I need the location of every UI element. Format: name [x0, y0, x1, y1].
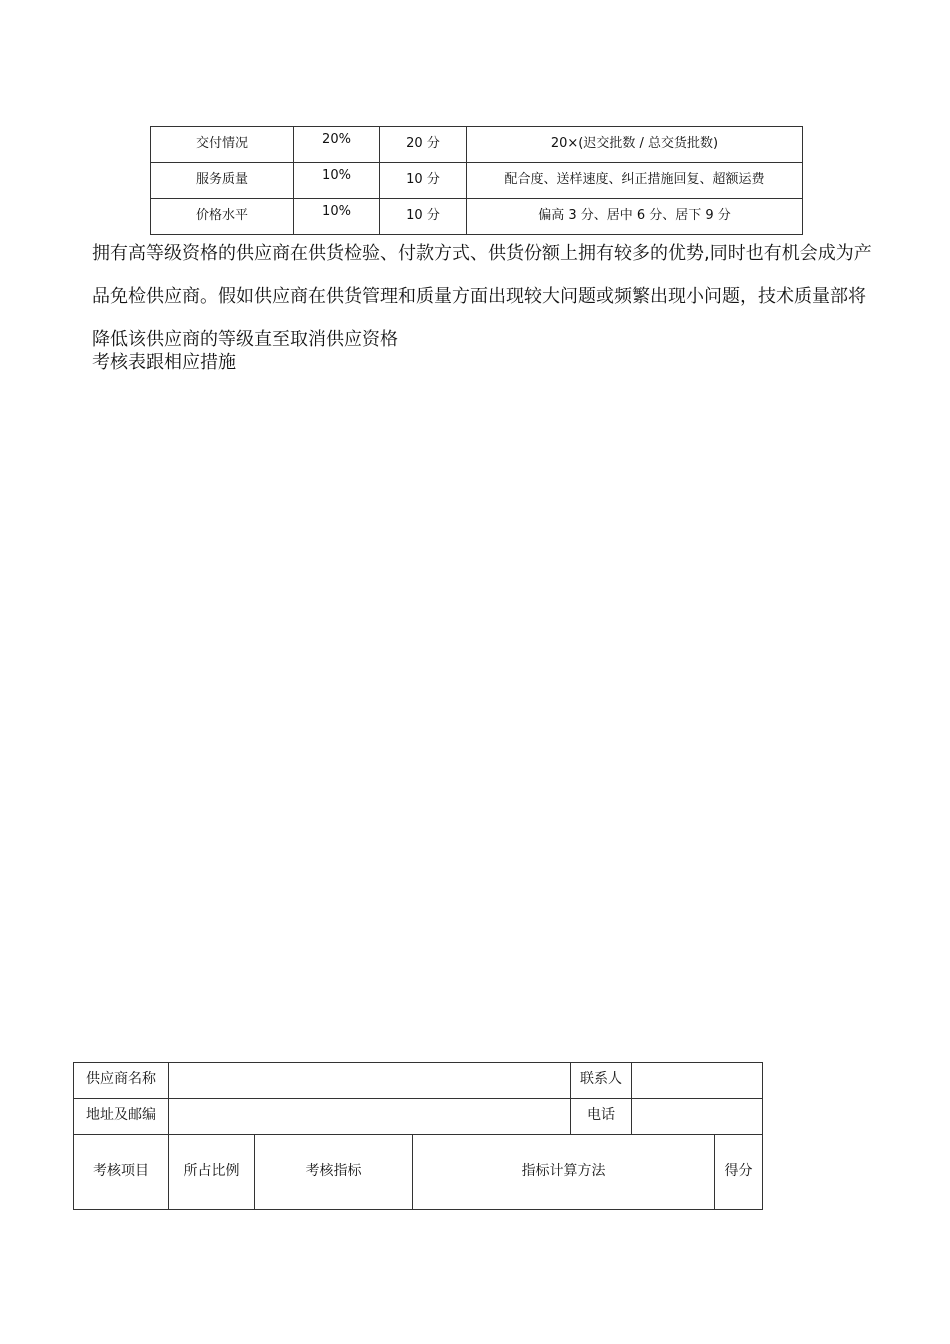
address-field[interactable]	[169, 1099, 571, 1135]
points-cell: 20 分	[380, 127, 467, 163]
table-row	[151, 199, 803, 235]
section-heading: 考核表跟相应措施	[92, 352, 236, 373]
body-paragraph: 拥有高等级资格的供应商在供货检验、付款方式、供货份额上拥有较多的优势,同时也有机会成为产品免检供应商。假如供应商在供货管理和质量方面出现较大问题或频繁出现小问题，技术质量部将降低该供应商的等级直至取消供应资格	[92, 243, 872, 350]
ratio-cell: 10%	[294, 199, 380, 235]
item-cell: 价格水平	[151, 199, 294, 235]
header-indicator: 考核指标	[255, 1135, 413, 1210]
supplier-name-label: 供应商名称	[74, 1063, 169, 1099]
table-header-row	[74, 1135, 763, 1210]
item-cell: 服务质量	[151, 163, 294, 199]
phone-field[interactable]	[632, 1099, 763, 1135]
header-item: 考核项目	[74, 1135, 169, 1210]
criteria-table	[150, 126, 803, 235]
ratio-cell: 10%	[294, 163, 380, 199]
method-cell: 20×(迟交批数 / 总交货批数)	[467, 127, 803, 163]
header-score: 得分	[715, 1135, 763, 1210]
table-row	[151, 163, 803, 199]
ratio-cell: 20%	[294, 127, 380, 163]
supplier-name-field[interactable]	[169, 1063, 571, 1099]
evaluation-form-table	[73, 1062, 763, 1210]
table-row	[74, 1063, 763, 1099]
contact-label: 联系人	[571, 1063, 632, 1099]
phone-label: 电话	[571, 1099, 632, 1135]
header-method: 指标计算方法	[413, 1135, 715, 1210]
points-cell: 10 分	[380, 163, 467, 199]
points-cell: 10 分	[380, 199, 467, 235]
table-row	[74, 1099, 763, 1135]
table-row	[151, 127, 803, 163]
contact-field[interactable]	[632, 1063, 763, 1099]
method-cell: 偏高 3 分、居中 6 分、居下 9 分	[467, 199, 803, 235]
item-cell: 交付情况	[151, 127, 294, 163]
address-label: 地址及邮编	[74, 1099, 169, 1135]
method-cell: 配合度、送样速度、纠正措施回复、超额运费	[467, 163, 803, 199]
header-ratio: 所占比例	[169, 1135, 255, 1210]
